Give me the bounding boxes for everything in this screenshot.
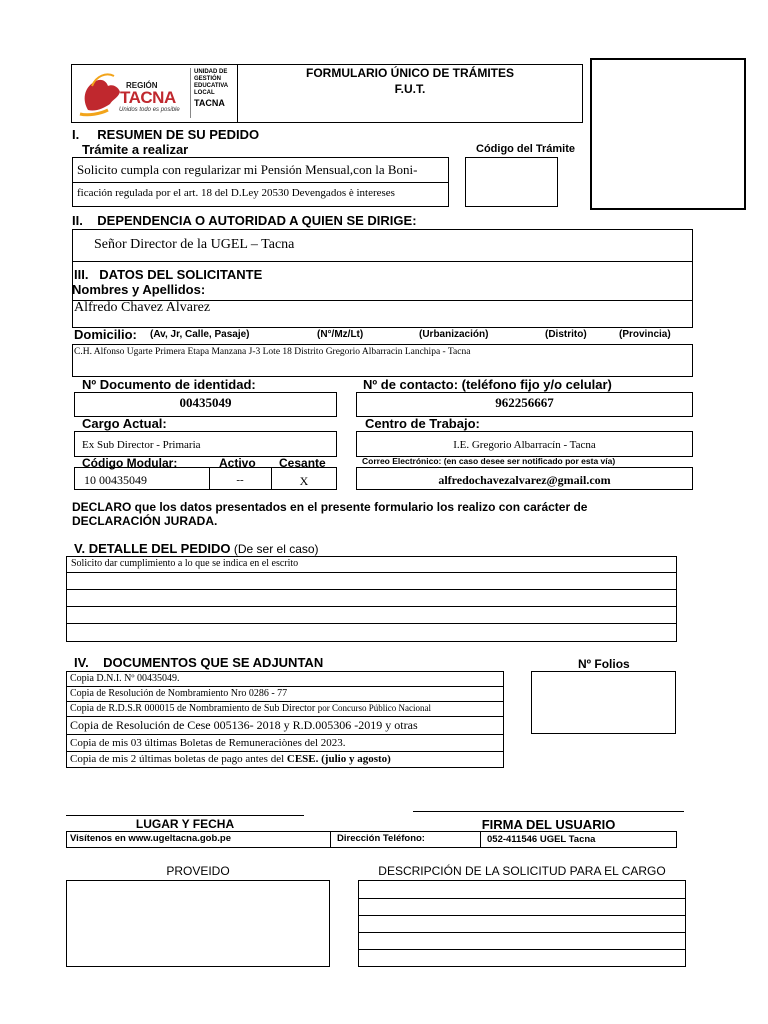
- logo-region-small: REGIÓN: [126, 81, 158, 90]
- domicilio-value: C.H. Alfonso Ugarte Primera Etapa Manzana J-3 Lote 18 Distrito Gregorio Albarracin Lanchipa - Tacna: [74, 347, 471, 357]
- detalle-row[interactable]: [66, 623, 677, 642]
- detalle-table[interactable]: [66, 556, 677, 642]
- dependencia-value: Señor Director de la UGEL – Tacna: [94, 237, 295, 252]
- documento-item-6-bold: CESE. (julio y agosto): [286, 753, 391, 765]
- logo-region: [74, 68, 189, 120]
- documento-item: Copia de mis 03 últimas Boletas de Remuneraciònes del 2023.: [66, 734, 504, 752]
- domicilio-dist-label: (Distrito): [545, 329, 587, 340]
- form-title: FORMULARIO ÚNICO DE TRÁMITES: [306, 66, 514, 80]
- firma-line: [413, 811, 684, 812]
- documento-item: [66, 751, 504, 768]
- declaracion-line-1: DECLARO que los datos presentados en el presente formulario los realizo con carácter de: [72, 500, 588, 514]
- descripcion-row[interactable]: [358, 880, 686, 899]
- cesante-label: Cesante: [279, 456, 326, 470]
- direccion-cell: Dirección Teléfono:: [330, 831, 481, 848]
- ugel-line-1: UNIDAD DE: [194, 69, 228, 75]
- activo-value: --: [236, 474, 244, 486]
- domicilio-num-label: (N°/Mz/Lt): [317, 329, 364, 340]
- descripcion-row[interactable]: [358, 949, 686, 967]
- section3-heading: III. DATOS DEL SOLICITANTE: [74, 267, 263, 282]
- domicilio-label: Domicilio:: [74, 327, 137, 342]
- documento-item: Copia D.N.I. Nº 00435049.: [66, 671, 504, 687]
- cargo-label: Cargo Actual:: [82, 416, 167, 431]
- logo-divider: [190, 68, 191, 118]
- section5-heading-wrap: [74, 541, 319, 556]
- form-subtitle: F.U.T.: [394, 82, 426, 96]
- tramite-line-2[interactable]: ficación regulada por el art. 18 del D.Ley 20530 Devengados è intereses: [77, 187, 395, 199]
- detalle-row[interactable]: [66, 589, 677, 607]
- folios-label: Nº Folios: [578, 657, 630, 671]
- documento-value: 00435049: [179, 395, 232, 410]
- documento-item: Copia de Resolución de Cese 005136- 2018 y R.D.005306 -2019 y otras: [66, 716, 504, 735]
- proveido-box[interactable]: [66, 880, 330, 967]
- contact-bar: [66, 831, 677, 848]
- documento-item-6-text: Copia de mis 2 últimas boletas de pago antes del: [70, 753, 285, 765]
- section5-heading: V. DETALLE DEL PEDIDO: [74, 541, 231, 556]
- tramite-box-divider: [72, 182, 449, 183]
- contacto-value: 962256667: [495, 395, 554, 410]
- logo-region-big: TACNA: [120, 88, 176, 107]
- section2-heading: II. DEPENDENCIA O AUTORIDAD A QUIEN SE DIRIGE:: [72, 213, 417, 228]
- activo-label: Activo: [219, 456, 256, 470]
- web-cell: Visítenos en www.ugeltacna.gob.pe: [66, 831, 331, 848]
- photo-box: [590, 58, 746, 210]
- declaracion-line-2: DECLARACIÓN JURADA.: [72, 514, 218, 528]
- detalle-row[interactable]: Solicito dar cumplimiento a lo que se indica en el escrito: [66, 556, 677, 573]
- ugel-city: TACNA: [194, 98, 225, 108]
- ugel-line-4: LOCAL: [194, 90, 215, 96]
- documentos-table: [66, 671, 504, 768]
- descripcion-table[interactable]: [358, 880, 686, 967]
- section5-heading-note: (De ser el caso): [233, 542, 319, 556]
- documento-item-3-suffix: por Concurso Público Nacional: [317, 703, 431, 713]
- codmod-value: 10 00435049: [84, 473, 147, 487]
- domicilio-urb-label: (Urbanización): [419, 329, 489, 340]
- folios-field[interactable]: [531, 671, 676, 734]
- cargo-value: Ex Sub Director - Primaria: [82, 439, 201, 451]
- lugar-line: [66, 815, 304, 816]
- logo-ugel: [194, 69, 228, 109]
- domicilio-prov-label: (Provincia): [619, 329, 671, 340]
- logo-tagline: Unidos todo es posible: [119, 107, 180, 113]
- section1-heading: I. RESUMEN DE SU PEDIDO: [72, 127, 260, 142]
- codigo-tramite-field[interactable]: [465, 157, 558, 207]
- codigo-tramite-label: Código del Trámite: [476, 143, 576, 155]
- firma-label: FIRMA DEL USUARIO: [481, 817, 616, 832]
- documento-item-3-text: Copia de R.D.S.R 000015 de Nombramiento de Sub Director: [70, 703, 316, 714]
- codmod-label: Código Modular:: [82, 456, 178, 470]
- correo-label: Correo Electrónico: (en caso desee ser notificado por esta vía): [362, 456, 616, 466]
- section4-heading: IV. DOCUMENTOS QUE SE ADJUNTAN: [74, 655, 324, 670]
- detalle-row[interactable]: [66, 572, 677, 590]
- ugel-line-2: GESTIÓN: [194, 76, 222, 82]
- documento-item: [66, 701, 504, 717]
- correo-value: alfredochavezalvarez@gmail.com: [438, 473, 611, 487]
- centro-label: Centro de Trabajo:: [365, 416, 480, 431]
- descripcion-row[interactable]: [358, 932, 686, 950]
- nombres-value[interactable]: Alfredo Chavez Alvarez: [74, 300, 211, 315]
- tramite-label: Trámite a realizar: [82, 142, 189, 157]
- proveido-label: PROVEIDO: [166, 864, 230, 878]
- tramite-line-1[interactable]: Solicito cumpla con regularizar mi Pensión Mensual,con la Boni-: [77, 162, 418, 177]
- descripcion-label: DESCRIPCIÓN DE LA SOLICITUD PARA EL CARGO: [378, 864, 666, 878]
- descripcion-row[interactable]: [358, 898, 686, 916]
- detalle-row[interactable]: [66, 606, 677, 624]
- documento-item: Copia de Resolución de Nombramiento Nro 0286 - 77: [66, 686, 504, 702]
- domicilio-av-label: (Av, Jr, Calle, Pasaje): [150, 329, 250, 340]
- centro-value: I.E. Gregorio Albarracín - Tacna: [453, 439, 596, 451]
- ugel-line-3: EDUCATIVA: [194, 83, 229, 89]
- cesante-value: X: [299, 474, 309, 488]
- documento-label: Nº Documento de identidad:: [82, 377, 256, 392]
- contacto-label: Nº de contacto: (teléfono fijo y/o celular): [363, 377, 612, 392]
- telefono-cell: 052-411546 UGEL Tacna: [480, 831, 677, 848]
- descripcion-row[interactable]: [358, 915, 686, 933]
- nombres-label: Nombres y Apellidos:: [72, 282, 206, 297]
- lugar-label: LUGAR Y FECHA: [135, 817, 235, 831]
